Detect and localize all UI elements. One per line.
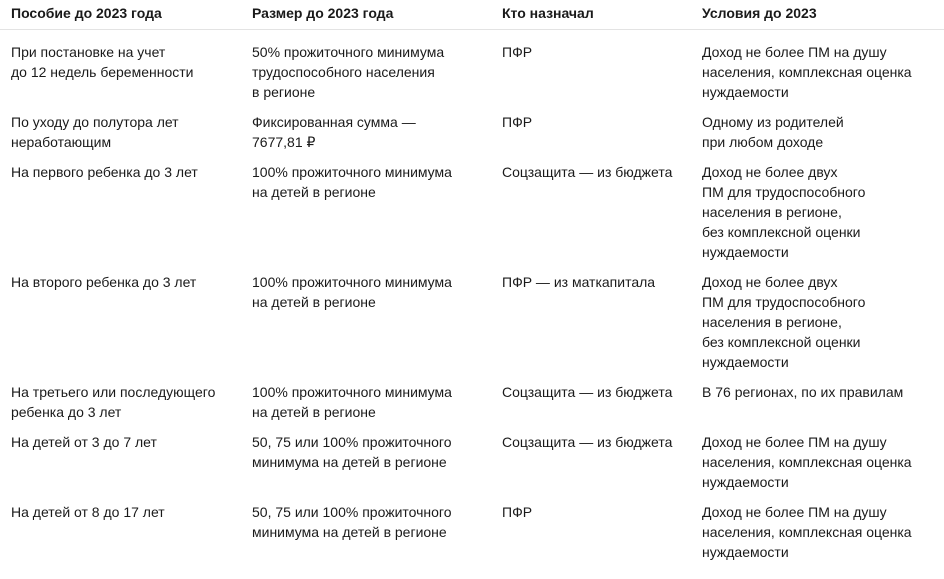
assigned-by-cell: Соцзащита — из бюджета (502, 384, 673, 400)
conditions-cell: Одному из родителей при любом доходе (702, 114, 844, 150)
conditions-cell: Доход не более ПМ на душу населения, комплексная оценка нуждаемости (702, 434, 912, 490)
conditions-cell: Доход не более ПМ на душу населения, комплексная оценка нуждаемости (702, 504, 912, 560)
benefit-cell: При постановке на учет до 12 недель беременности (11, 44, 194, 80)
table-row (0, 432, 944, 502)
conditions-cell: Доход не более ПМ на душу населения, комплексная оценка нуждаемости (702, 44, 912, 100)
amount-cell: 100% прожиточного минимума на детей в регионе (252, 384, 452, 420)
conditions-cell: В 76 регионах, по их правилам (702, 384, 904, 400)
assigned-by-cell: ПФР (502, 114, 533, 130)
header-benefit: Пособие до 2023 года (11, 5, 162, 21)
amount-cell: 50% прожиточного минимума трудоспособного населения в регионе (252, 44, 445, 100)
header-conditions: Условия до 2023 (702, 5, 817, 21)
benefit-cell: По уходу до полутора лет неработающим (11, 114, 179, 150)
amount-cell: 100% прожиточного минимума на детей в регионе (252, 274, 452, 310)
table-row (0, 162, 944, 272)
header-amount: Размер до 2023 года (252, 5, 394, 21)
benefit-cell: На детей от 3 до 7 лет (11, 434, 157, 450)
benefit-cell: На третьего или последующего ребенка до 3 лет (11, 384, 216, 420)
benefit-cell: На детей от 8 до 17 лет (11, 504, 165, 520)
header-assigned-by: Кто назначал (502, 5, 594, 21)
amount-cell: 100% прожиточного минимума на детей в регионе (252, 164, 452, 200)
amount-cell: 50, 75 или 100% прожиточного минимума на детей в регионе (252, 434, 452, 470)
amount-cell: 50, 75 или 100% прожиточного минимума на детей в регионе (252, 504, 452, 540)
table-row (0, 272, 944, 382)
assigned-by-cell: ПФР (502, 504, 533, 520)
benefit-cell: На первого ребенка до 3 лет (11, 164, 198, 180)
table-row (0, 502, 944, 572)
amount-cell: Фиксированная сумма — 7677,81 ₽ (252, 114, 416, 150)
table-row (0, 42, 944, 112)
assigned-by-cell: Соцзащита — из бюджета (502, 164, 673, 180)
table-header (0, 0, 944, 30)
table-row (0, 112, 944, 162)
conditions-cell: Доход не более двух ПМ для трудоспособного населения в регионе, без комплексной оценки нуждаемости (702, 274, 866, 370)
conditions-cell: Доход не более двух ПМ для трудоспособного населения в регионе, без комплексной оценки нуждаемости (702, 164, 866, 260)
assigned-by-cell: ПФР (502, 44, 533, 60)
assigned-by-cell: Соцзащита — из бюджета (502, 434, 673, 450)
benefit-cell: На второго ребенка до 3 лет (11, 274, 197, 290)
assigned-by-cell: ПФР — из маткапитала (502, 274, 656, 290)
table-row (0, 382, 944, 432)
